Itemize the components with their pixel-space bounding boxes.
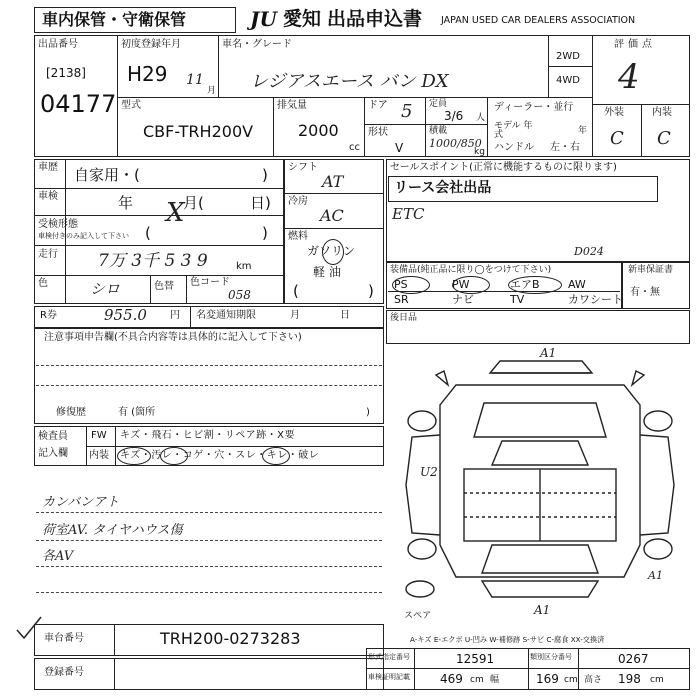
width-unit: cm <box>564 675 578 685</box>
later-items-box <box>386 310 690 344</box>
equipment-item: TV <box>510 293 525 306</box>
fuel-alt: 軽 油 <box>313 265 341 279</box>
registration-number-box <box>34 658 384 690</box>
repair-value: 有 (箇所 <box>118 407 156 418</box>
notice-label: 名変通知期限 <box>196 310 256 321</box>
type-no-label: 形式指定番号 <box>368 653 410 661</box>
score-label: 評価点 <box>614 39 656 50</box>
height-unit: cm <box>650 675 664 685</box>
warranty-label: 新車保証書 <box>628 265 674 275</box>
warranty-value: 有・無 <box>630 287 660 298</box>
doors-value: 5 <box>401 101 413 122</box>
repair-close: ) <box>366 407 370 418</box>
equipment-item: ナビ <box>452 293 474 306</box>
notice-month: 月 <box>290 310 300 321</box>
color-code-value: 058 <box>228 288 251 302</box>
vehicle-name-value: レジアスエース バン DX <box>250 71 449 92</box>
shift-label: シフト <box>288 162 318 173</box>
load-unit: kg <box>474 147 485 157</box>
exterior-value: C <box>610 128 624 149</box>
fuel-close: ) <box>368 282 374 300</box>
type-label: 型式 <box>121 100 141 111</box>
shape-label: 形状 <box>368 127 388 138</box>
selling-points-label: セールスポイント(正常に機能するものに限ります) <box>390 162 617 173</box>
displacement-value: 2000 <box>298 121 339 140</box>
vehicle-name-label: 車名・グレード <box>222 39 292 50</box>
handwritten-note-1: カンバンアト <box>42 495 120 510</box>
width-value: 169 <box>536 672 559 686</box>
height-value: 198 <box>618 672 641 686</box>
r-ticket-label: R券 <box>40 310 57 321</box>
equipment-item: AW <box>568 278 586 291</box>
car-damage-diagram <box>392 345 690 617</box>
inspector-line-1: キズ・飛石・ヒビ割・リペア跡・X要 <box>120 430 295 441</box>
lot-bracket-code: [2138] <box>46 66 86 80</box>
length-label: 車検証明記載 <box>368 673 410 681</box>
cooler-label: 冷房 <box>288 196 308 207</box>
inspector-fw: FW <box>91 430 107 441</box>
fuel-label: 燃料 <box>288 231 308 242</box>
displacement-label: 排気量 <box>277 100 307 111</box>
mileage-label: 走行 <box>38 249 58 260</box>
cooler-value: AC <box>320 206 344 225</box>
color-code-label: 色コード <box>190 277 230 288</box>
mileage-value: 7万 3千 5 3 9 <box>98 251 208 271</box>
load-value: 1000/850 <box>429 137 482 150</box>
pw-circle <box>452 276 490 294</box>
color-value: シロ <box>90 280 121 298</box>
inspection-mark: X <box>166 198 185 228</box>
inspection-label: 車検 <box>38 191 58 202</box>
registration-number-label: 登録番号 <box>44 667 84 678</box>
color-label: 色 <box>38 278 48 289</box>
handwritten-note-3: 各AV <box>42 549 74 564</box>
history-label: 車歴 <box>38 162 58 173</box>
association-name: JAPAN USED CAR DEALERS ASSOCIATION <box>441 15 636 26</box>
dealer-label: ディーラー・並行 <box>494 102 574 113</box>
aichi-label: 愛知 <box>283 8 322 30</box>
model-year-unit: 年 <box>578 126 588 136</box>
inspector-label-2: 記入欄 <box>38 448 68 459</box>
capacity-label: 定員 <box>429 99 448 109</box>
registration-month-unit: 月 <box>207 86 217 96</box>
r-ticket-unit: 円 <box>170 310 180 321</box>
length-value: 469 <box>440 672 463 686</box>
fuel-value: ガソリン <box>307 244 356 258</box>
shift-value: AT <box>322 172 344 191</box>
interior-value: C <box>657 128 671 149</box>
storage-title: 車内保管・守衛保管 <box>42 10 187 29</box>
damage-mark-right: A1 <box>648 569 663 582</box>
lot-number-label: 出品番号 <box>38 39 78 50</box>
later-items-label: 後日品 <box>390 313 418 323</box>
wear-circle <box>262 447 290 465</box>
selling-points-box <box>386 159 690 262</box>
color-change-label: 色替 <box>154 281 174 292</box>
drive-2wd: 2WD <box>556 51 580 62</box>
height-label: 高さ <box>584 675 603 685</box>
inspector-label-1: 検査員 <box>38 431 68 442</box>
shape-value: V <box>395 141 404 155</box>
equipment-item: PS <box>394 278 408 291</box>
damage-mark-left: U2 <box>420 465 438 479</box>
handle-label: ハンドル <box>494 142 534 153</box>
inspection-month: 月( <box>183 194 204 212</box>
damage-mark-front: A1 <box>540 346 557 360</box>
chassis-value: TRH200-0273283 <box>160 629 301 648</box>
width-label: 幅 <box>490 675 500 685</box>
airbag-circle <box>508 276 562 294</box>
accept-label: 受検形態 <box>38 219 78 230</box>
r-ticket-value: 955.0 <box>104 306 147 324</box>
type-value: CBF-TRH200V <box>143 122 254 141</box>
displacement-unit: cc <box>349 142 360 153</box>
caution-title: 注意事項申告欄(不具合内容等は具体的に記入して下さい) <box>44 332 302 343</box>
scratch-circle <box>117 447 151 465</box>
capacity-unit: 人 <box>476 113 486 123</box>
diagram-legend: A-キズ E-エクボ U-凹み W-補修跡 S-サビ C-腐食 XX-交換済 <box>410 635 605 644</box>
registration-month: 11 <box>186 72 204 88</box>
stain-circle <box>160 447 188 465</box>
exterior-label: 外装 <box>604 107 624 118</box>
equipment-item: PW <box>452 278 470 291</box>
class-no-value: 0267 <box>618 652 649 666</box>
handle-value: 左・右 <box>550 142 580 153</box>
equipment-handwritten: D024 <box>574 245 604 258</box>
repair-label: 修復歴 <box>56 407 86 418</box>
chassis-label: 車台番号 <box>44 633 84 644</box>
drive-4wd: 4WD <box>556 75 580 86</box>
history-value: 自家用・( <box>74 166 140 184</box>
damage-mark-rear: A1 <box>534 603 551 617</box>
capacity-value: 3/6 <box>444 109 464 123</box>
handwritten-note-2: 荷室AV. タイヤハウス傷 <box>42 523 183 538</box>
equipment-item: エアB <box>510 278 540 291</box>
model-year-label: モデル 年式 <box>494 121 533 140</box>
accept-open: ( <box>145 224 151 242</box>
accept-close: ) <box>262 224 268 242</box>
equipment-item: SR <box>394 293 409 306</box>
lease-text: リース会社出品 <box>394 180 492 196</box>
ps-circle <box>392 276 430 294</box>
notice-day: 日 <box>340 310 350 321</box>
type-no-value: 12591 <box>456 652 495 666</box>
accept-note: 車検付きのみ記入して下さい <box>38 232 129 240</box>
inspector-line-2: キズ・汚レ・コゲ・穴・スレ・キレ・破レ <box>120 450 320 461</box>
registration-label: 初度登録年月 <box>121 39 181 50</box>
inspector-interior-label: 内装 <box>89 450 109 461</box>
equipment-item: カワシート <box>568 293 623 306</box>
spare-label: スペア <box>404 611 432 621</box>
class-no-label: 類別区分番号 <box>530 653 572 661</box>
ju-logo: JU <box>250 7 277 31</box>
lot-number: 04177 <box>40 90 117 118</box>
history-close: ) <box>262 166 268 184</box>
inspection-year: 年 <box>118 194 134 212</box>
form-title: 出品申込書 <box>327 8 423 30</box>
doors-label: ドア <box>368 100 388 111</box>
fuel-open: ( <box>293 282 299 300</box>
fuel-circle <box>322 239 344 265</box>
mileage-unit: km <box>236 261 252 272</box>
registration-era-year: H29 <box>127 62 168 86</box>
interior-label: 内装 <box>652 107 672 118</box>
score-value: 4 <box>618 57 640 97</box>
equipment-label: 装備品(純正品に限り◯をつけて下さい) <box>390 265 552 275</box>
selling-points-note: ETC <box>392 205 425 223</box>
load-label: 積載 <box>429 126 448 136</box>
inspection-day: 日) <box>250 194 271 212</box>
length-unit: cm <box>470 675 484 685</box>
